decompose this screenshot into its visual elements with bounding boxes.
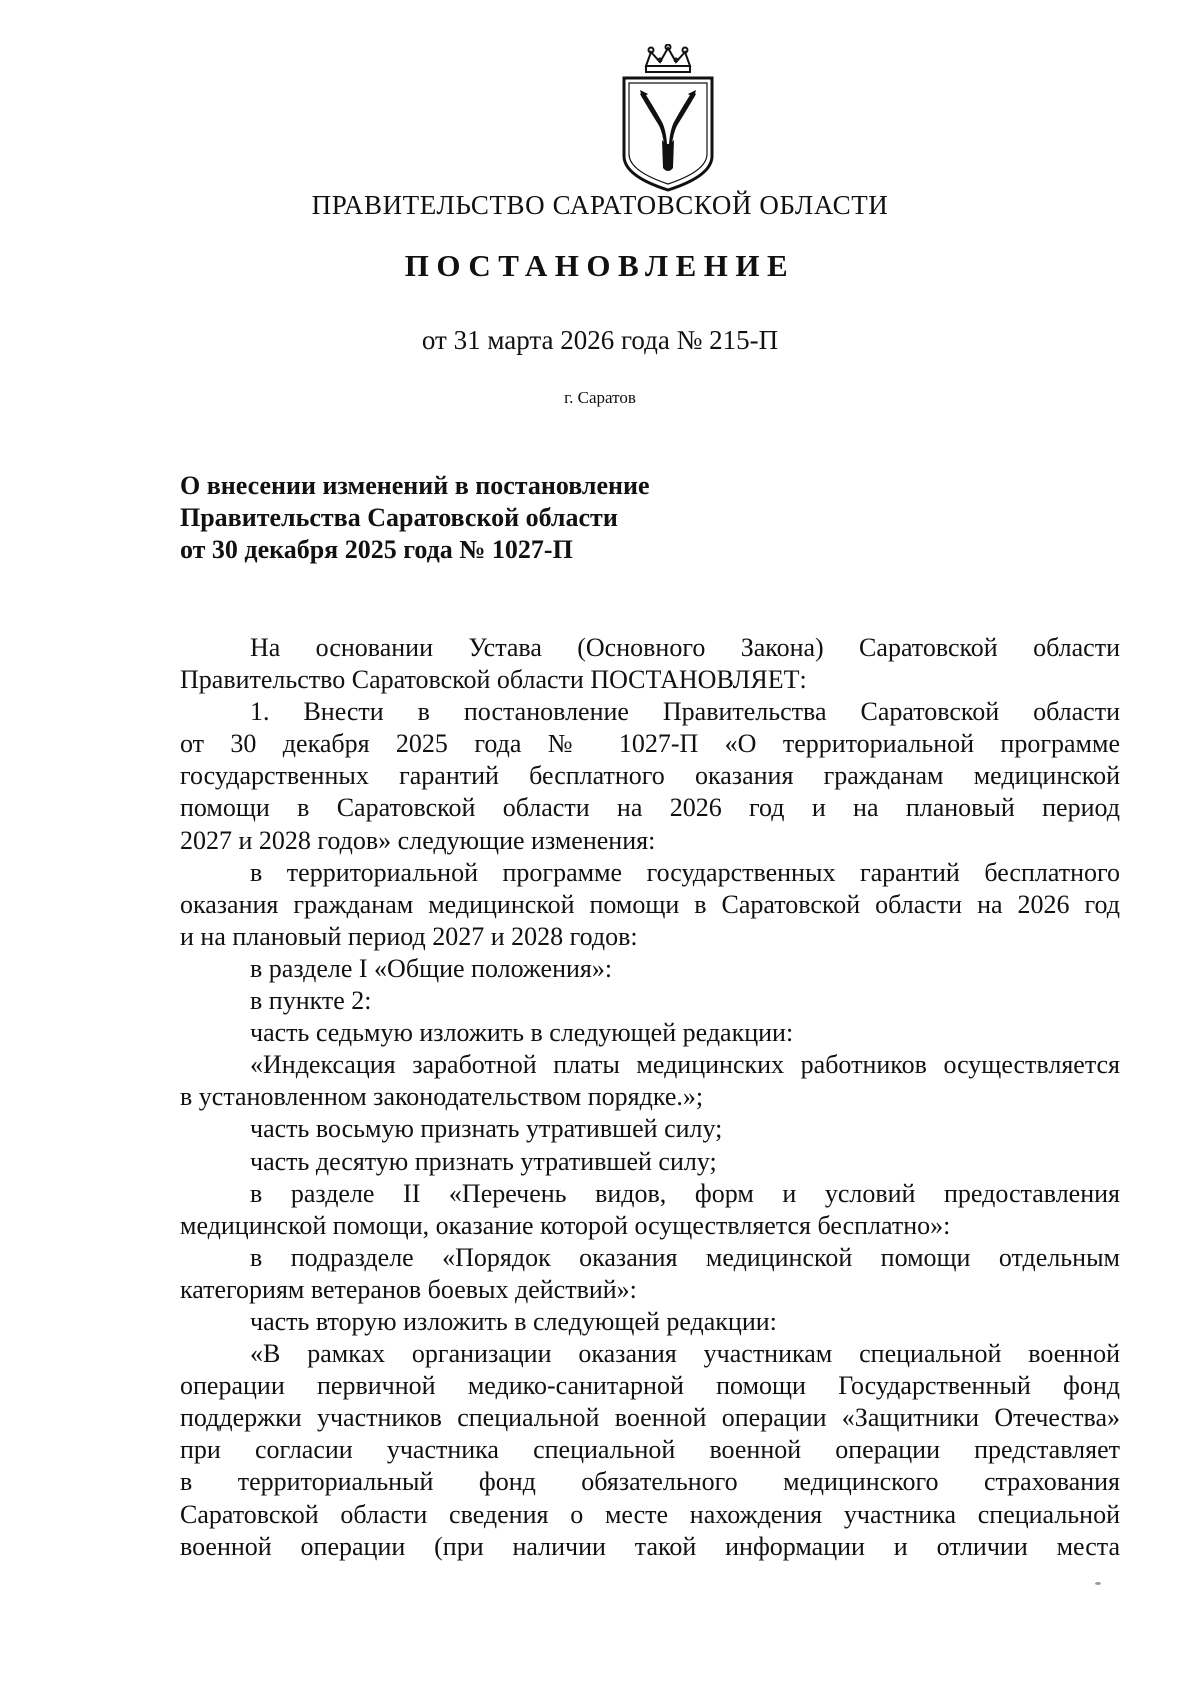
body-line: часть восьмую признать утратившей силу; xyxy=(250,1114,723,1144)
body-line: поддержки участников специальной военной операции «Защитники Отечества» xyxy=(180,1403,1120,1433)
coat-of-arms-emblem xyxy=(618,44,718,192)
body-line: «Индексация заработной платы медицинских работников осуществляется xyxy=(250,1050,1120,1080)
body-line: На основании Устава (Основного Закона) Саратовской области xyxy=(250,633,1120,662)
document-body xyxy=(180,632,1120,1563)
subject-line: Правительства Саратовской области xyxy=(180,503,618,532)
body-line: государственных гарантий бесплатного оказания гражданам медицинской xyxy=(180,761,1120,791)
document-subject xyxy=(180,470,880,566)
government-name: ПРАВИТЕЛЬСТВО САРАТОВСКОЙ ОБЛАСТИ xyxy=(311,190,889,220)
body-line: в разделе I «Общие положения»: xyxy=(250,953,613,983)
scan-speck xyxy=(1095,1582,1101,1585)
body-line: от 30 декабря 2025 года № 1027-П «О территориальной программе xyxy=(180,729,1120,759)
body-line: Саратовской области сведения о месте нахождения участника специальной xyxy=(180,1499,1120,1529)
document-type-title: ПОСТАНОВЛЕНИЕ xyxy=(404,248,796,283)
body-line: операции первичной медико-санитарной помощи Государственный фонд xyxy=(180,1371,1120,1401)
body-line: и на плановый период 2027 и 2028 годов: xyxy=(180,921,638,951)
body-line: часть седьмую изложить в следующей редакции: xyxy=(250,1018,794,1048)
body-line: 2027 и 2028 годов» следующие изменения: xyxy=(180,825,656,855)
body-line: в территориальный фонд обязательного медицинского страхования xyxy=(180,1467,1120,1497)
body-line: в территориальной программе государственных гарантий бесплатного xyxy=(250,857,1120,887)
subject-line: О внесении изменений в постановление xyxy=(180,471,650,500)
body-line: в подразделе «Порядок оказания медицинской помощи отдельным xyxy=(250,1242,1120,1272)
body-line: «В рамках организации оказания участникам специальной военной xyxy=(250,1339,1120,1369)
body-line: в пункте 2: xyxy=(250,986,372,1016)
document-city: г. Саратов xyxy=(564,388,636,407)
document-date-number: от 31 марта 2026 года № 215-П xyxy=(421,325,779,355)
subject-line: от 30 декабря 2025 года № 1027-П xyxy=(180,535,573,564)
body-line: в установленном законодательством порядке.»; xyxy=(180,1082,704,1112)
body-line: в разделе II «Перечень видов, форм и условий предоставления xyxy=(250,1178,1120,1208)
body-line: категориям ветеранов боевых действий»: xyxy=(180,1274,637,1304)
body-line: при согласии участника специальной военной операции представляет xyxy=(180,1435,1120,1465)
body-line: Правительство Саратовской области ПОСТАНОВЛЯЕТ: xyxy=(180,665,807,695)
body-line: 1. Внести в постановление Правительства Саратовской области xyxy=(250,697,1120,727)
body-line: медицинской помощи, оказание которой осуществляется бесплатно»: xyxy=(180,1210,951,1240)
body-line: военной операции (при наличии такой информации и отличии места xyxy=(180,1531,1120,1561)
body-line: оказания гражданам медицинской помощи в Саратовской области на 2026 год xyxy=(180,889,1120,919)
body-line: часть десятую признать утратившей силу; xyxy=(250,1146,717,1176)
body-line: часть вторую изложить в следующей редакции: xyxy=(250,1306,777,1336)
body-line: помощи в Саратовской области на 2026 год и на плановый период xyxy=(180,793,1120,823)
